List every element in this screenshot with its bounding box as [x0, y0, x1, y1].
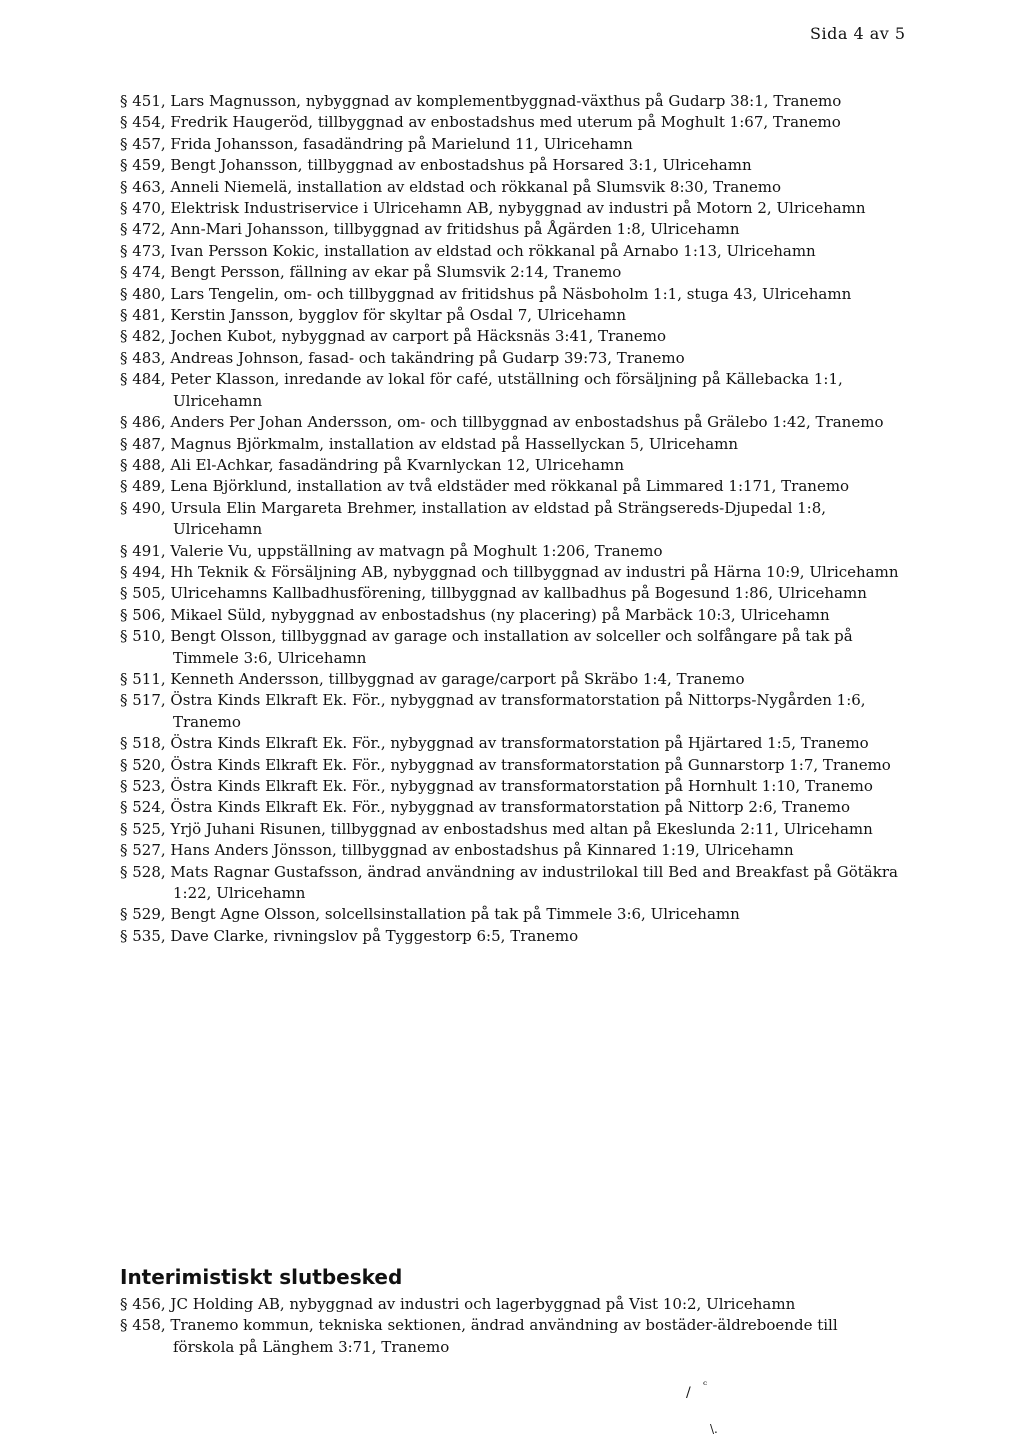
list-item: § 470, Elektrisk Industriservice i Ulricehamn AB, nybyggnad av industri på Motorn 2, Ulricehamn [120, 199, 866, 218]
list-item: § 486, Anders Per Johan Andersson, om- och tillbyggnad av enbostadshus på Grälebo 1:42, Tranemo [120, 413, 884, 432]
list-item: § 483, Andreas Johnson, fasad- och takändring på Gudarp 39:73, Tranemo [120, 348, 685, 367]
list-item: § 528, Mats Ragnar Gustafsson, ändrad användning av industrilokal till Bed and Breakfast på Götäkra 1:22, Ulricehamn [120, 862, 898, 903]
list-item: § 535, Dave Clarke, rivningslov på Tyggestorp 6:5, Tranemo [120, 926, 579, 945]
list-item: § 506, Mikael Süld, nybyggnad av enbostadshus (ny placering) på Marbäck 10:3, Ulricehamn [120, 605, 830, 624]
list-item: § 489, Lena Björklund, installation av två eldstäder med rökkanal på Limmared 1:171, Tranemo [120, 477, 850, 496]
list-item: § 518, Östra Kinds Elkraft Ek. För., nybyggnad av transformatorstation på Hjärtared 1:5, Tranemo [120, 734, 869, 753]
list-item: § 491, Valerie Vu, uppställning av matvagn på Moghult 1:206, Tranemo [120, 541, 663, 560]
list-item: § 527, Hans Anders Jönsson, tillbyggnad av enbostadshus på Kinnared 1:19, Ulricehamn [120, 841, 794, 860]
list-item: § 488, Ali El-Achkar, fasadändring på Kvarnlyckan 12, Ulricehamn [120, 455, 625, 474]
list-item: § 520, Östra Kinds Elkraft Ek. För., nybyggnad av transformatorstation på Gunnarstorp 1:7, Tranemo [120, 755, 891, 774]
list-item: § 517, Östra Kinds Elkraft Ek. För., nybyggnad av transformatorstation på Nittorps-Nygården 1:6, Tranemo [120, 691, 866, 731]
list-item: § 490, Ursula Elin Margareta Brehmer, installation av eldstad på Strängsereds-Djupedal 1:8, Ulricehamn [120, 498, 827, 539]
decision-list [120, 91, 900, 947]
list-item: § 481, Kerstin Jansson, bygglov för skyltar på Osdal 7, Ulricehamn [120, 306, 626, 325]
list-item: § 458, Tranemo kommun, tekniska sektionen, ändrad användning av bostäder-äldreboende till förskola på Länghem 3:71, Tranemo [120, 1316, 838, 1356]
list-item: § 482, Jochen Kubot, nybyggnad av carport på Häcksnäs 3:41, Tranemo [120, 327, 666, 346]
interim-decision-list [120, 1294, 900, 1358]
list-item: § 505, Ulricehamns Kallbadhusförening, tillbyggnad av kallbadhus på Bogesund 1:86, Ulricehamn [120, 584, 867, 603]
list-item: § 510, Bengt Olsson, tillbyggnad av garage och installation av solceller och solfångare på tak på Timmele 3:6, Ulricehamn [120, 627, 853, 667]
slash-mark: / [686, 1385, 691, 1401]
list-item: § 524, Östra Kinds Elkraft Ek. För., nybyggnad av transformatorstation på Nittorp 2:6, Tranemo [120, 798, 851, 817]
list-item: § 480, Lars Tengelin, om- och tillbyggnad av fritidshus på Näsboholm 1:1, stuga 43, Ulricehamn [120, 284, 852, 303]
page-number: Sida 4 av 5 [810, 24, 906, 43]
list-item: § 454, Fredrik Haugeröd, tillbyggnad av enbostadshus med uterum på Moghult 1:67, Tranemo [120, 113, 841, 132]
list-item: § 472, Ann-Mari Johansson, tillbyggnad av fritidshus på Ågärden 1:8, Ulricehamn [120, 220, 740, 239]
list-item: § 494, Hh Teknik & Försäljning AB, nybyggnad och tillbyggnad av industri på Härna 10:9, Ulricehamn [120, 562, 899, 581]
list-item: § 473, Ivan Persson Kokic, installation av eldstad och rökkanal på Arnabo 1:13, Ulricehamn [120, 241, 816, 260]
list-item: § 459, Bengt Johansson, tillbyggnad av enbostadshus på Horsared 3:1, Ulricehamn [120, 156, 752, 175]
list-item: § 487, Magnus Björkmalm, installation av eldstad på Hassellyckan 5, Ulricehamn [120, 434, 739, 453]
list-item: § 484, Peter Klasson, inredande av lokal för café, utställning och försäljning på Källebacka 1:1, Ulricehamn [120, 370, 843, 410]
list-item: § 457, Frida Johansson, fasadändring på Marielund 11, Ulricehamn [120, 134, 633, 153]
list-item: § 511, Kenneth Andersson, tillbyggnad av garage/carport på Skräbo 1:4, Tranemo [120, 669, 745, 688]
list-item: § 529, Bengt Agne Olsson, solcellsinstallation på tak på Timmele 3:6, Ulricehamn [120, 905, 740, 924]
section-heading: Interimistiskt slutbesked [120, 1265, 403, 1289]
list-item: § 523, Östra Kinds Elkraft Ek. För., nybyggnad av transformatorstation på Hornhult 1:10, Tranemo [120, 777, 873, 795]
list-item: § 474, Bengt Persson, fällning av ekar på Slumsvik 2:14, Tranemo [120, 263, 622, 282]
list-item: § 463, Anneli Niemelä, installation av eldstad och rökkanal på Slumsvik 8:30, Tranemo [120, 177, 782, 196]
squiggle-mark: ᶜ [703, 1378, 708, 1392]
dot-mark: \. [710, 1422, 718, 1436]
list-item: § 456, JC Holding AB, nybyggnad av industri och lagerbyggnad på Vist 10:2, Ulricehamn [120, 1295, 796, 1313]
list-item: § 451, Lars Magnusson, nybyggnad av komplementbyggnad-växthus på Gudarp 38:1, Tranemo [120, 92, 842, 110]
list-item: § 525, Yrjö Juhani Risunen, tillbyggnad av enbostadshus med altan på Ekeslunda 2:11, Ulricehamn [120, 819, 873, 838]
